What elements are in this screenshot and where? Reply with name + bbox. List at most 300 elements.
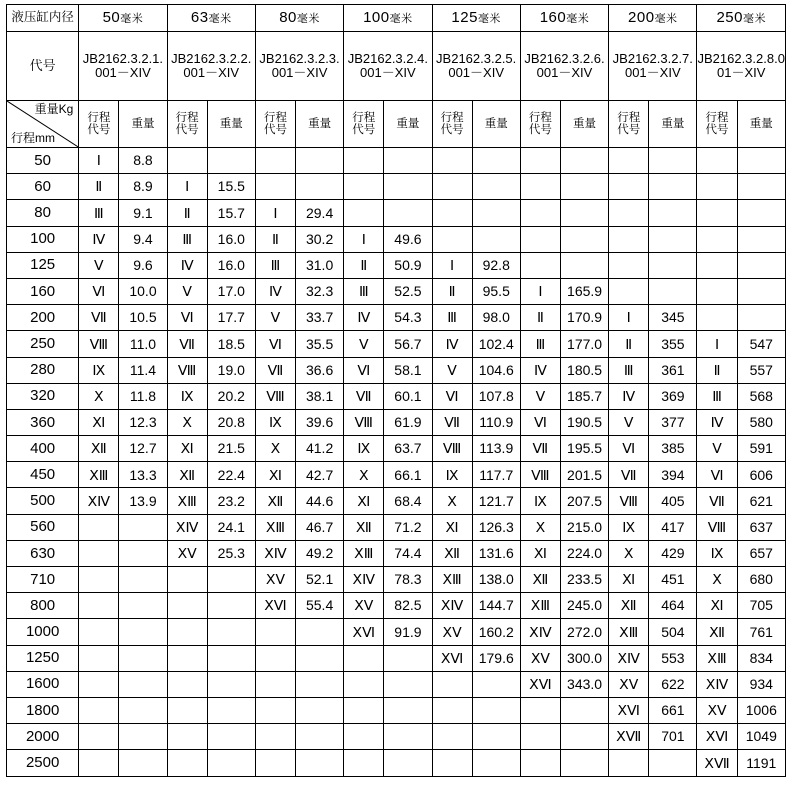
stroke-code-160	[520, 200, 560, 226]
bore-size: 80	[279, 9, 297, 27]
stroke-code-100: Ⅸ	[344, 436, 384, 462]
weight-80: 33.7	[296, 305, 344, 331]
weight-100: 82.5	[384, 593, 432, 619]
weight-63: 19.0	[207, 357, 255, 383]
weight-250: 761	[737, 619, 785, 645]
weight-100: 49.6	[384, 226, 432, 252]
stroke-code-63: ⅩⅣ	[167, 514, 207, 540]
weight-160	[560, 148, 608, 174]
weight-125	[472, 174, 520, 200]
weight-250: 606	[737, 462, 785, 488]
stroke-code-50: Ⅷ	[79, 331, 119, 357]
weight-63: 16.0	[207, 226, 255, 252]
stroke-value: 400	[7, 436, 79, 462]
stroke-code-63: ⅩⅢ	[167, 488, 207, 514]
stroke-code-100: Ⅺ	[344, 488, 384, 514]
stroke-code-125: Ⅴ	[432, 357, 472, 383]
stroke-code-200: ⅩⅥ	[609, 697, 649, 723]
stroke-value: 800	[7, 593, 79, 619]
bore-header-50	[79, 5, 167, 32]
stroke-code-125: ⅩⅥ	[432, 645, 472, 671]
stroke-code-100	[344, 174, 384, 200]
stroke-code-50: Ⅵ	[79, 278, 119, 304]
stroke-code-80: Ⅸ	[255, 409, 295, 435]
header-row-sub	[7, 101, 786, 148]
subheader-stroke-code-80: 行程 代号	[255, 101, 295, 148]
stroke-code-160: ⅩⅣ	[520, 619, 560, 645]
weight-250: 568	[737, 383, 785, 409]
weight-63	[207, 567, 255, 593]
stroke-code-50	[79, 593, 119, 619]
weight-100: 61.9	[384, 409, 432, 435]
stroke-code-80	[255, 697, 295, 723]
weight-63: 21.5	[207, 436, 255, 462]
weight-250: 637	[737, 514, 785, 540]
weight-80	[296, 750, 344, 776]
stroke-code-125: Ⅵ	[432, 383, 472, 409]
bore-size: 200	[628, 9, 655, 27]
weight-160: 180.5	[560, 357, 608, 383]
stroke-code-200	[609, 174, 649, 200]
table-row	[7, 697, 786, 723]
weight-80: 55.4	[296, 593, 344, 619]
stroke-code-250	[697, 226, 737, 252]
table-row	[7, 671, 786, 697]
stroke-code-50	[79, 619, 119, 645]
stroke-value: 500	[7, 488, 79, 514]
stroke-code-63: ⅩⅤ	[167, 540, 207, 566]
weight-50	[119, 567, 167, 593]
stroke-code-200	[609, 226, 649, 252]
table-row	[7, 409, 786, 435]
stroke-code-50	[79, 567, 119, 593]
stroke-code-250	[697, 200, 737, 226]
weight-50	[119, 619, 167, 645]
weight-125: 138.0	[472, 567, 520, 593]
weight-250: 1006	[737, 697, 785, 723]
stroke-code-50	[79, 645, 119, 671]
stroke-code-80: Ⅶ	[255, 357, 295, 383]
bore-size: 125	[451, 9, 478, 27]
table-row	[7, 383, 786, 409]
weight-125	[472, 697, 520, 723]
stroke-code-100	[344, 148, 384, 174]
stroke-code-63: Ⅴ	[167, 278, 207, 304]
weight-100: 56.7	[384, 331, 432, 357]
weight-200	[649, 200, 697, 226]
stroke-code-63	[167, 750, 207, 776]
stroke-code-160: Ⅷ	[520, 462, 560, 488]
weight-100: 91.9	[384, 619, 432, 645]
weight-100: 78.3	[384, 567, 432, 593]
weight-50: 10.5	[119, 305, 167, 331]
stroke-code-200: Ⅵ	[609, 436, 649, 462]
weight-80	[296, 619, 344, 645]
stroke-code-100: ⅩⅢ	[344, 540, 384, 566]
weight-50	[119, 593, 167, 619]
weight-160: 170.9	[560, 305, 608, 331]
subheader-stroke-code-100: 行程 代号	[344, 101, 384, 148]
stroke-code-80	[255, 148, 295, 174]
weight-250	[737, 305, 785, 331]
weight-63	[207, 724, 255, 750]
weight-100: 63.7	[384, 436, 432, 462]
weight-200: 701	[649, 724, 697, 750]
bore-size: 50	[102, 9, 121, 27]
stroke-code-100	[344, 724, 384, 750]
weight-100: 52.5	[384, 278, 432, 304]
code-cell-200: JB2162.3.2.7.001－XIV	[609, 32, 697, 101]
stroke-code-80	[255, 174, 295, 200]
bore-header-200	[609, 5, 697, 32]
stroke-code-50	[79, 724, 119, 750]
weight-100	[384, 697, 432, 723]
weight-250: 621	[737, 488, 785, 514]
subheader-stroke-code-160: 行程 代号	[520, 101, 560, 148]
weight-125	[472, 226, 520, 252]
weight-160: 165.9	[560, 278, 608, 304]
weight-200: 429	[649, 540, 697, 566]
stroke-code-200	[609, 200, 649, 226]
stroke-code-80: ⅩⅥ	[255, 593, 295, 619]
weight-80: 39.6	[296, 409, 344, 435]
stroke-code-50: Ⅲ	[79, 200, 119, 226]
stroke-code-80: Ⅴ	[255, 305, 295, 331]
weight-160	[560, 226, 608, 252]
bore-header-160	[520, 5, 608, 32]
stroke-code-200: Ⅷ	[609, 488, 649, 514]
stroke-code-80: Ⅺ	[255, 462, 295, 488]
weight-63	[207, 750, 255, 776]
stroke-code-125	[432, 750, 472, 776]
stroke-code-250: ⅩⅦ	[697, 750, 737, 776]
stroke-code-160	[520, 724, 560, 750]
weight-50: 12.3	[119, 409, 167, 435]
weight-80: 49.2	[296, 540, 344, 566]
stroke-code-160	[520, 750, 560, 776]
stroke-code-100: ⅩⅤ	[344, 593, 384, 619]
stroke-code-125: Ⅷ	[432, 436, 472, 462]
table-row	[7, 488, 786, 514]
stroke-code-100	[344, 750, 384, 776]
weight-100: 66.1	[384, 462, 432, 488]
weight-160: 300.0	[560, 645, 608, 671]
stroke-code-80: Ⅳ	[255, 278, 295, 304]
stroke-code-80	[255, 750, 295, 776]
bore-header-63	[167, 5, 255, 32]
table-row	[7, 724, 786, 750]
stroke-code-100: ⅩⅣ	[344, 567, 384, 593]
subheader-weight-63: 重量	[207, 101, 255, 148]
weight-100: 74.4	[384, 540, 432, 566]
table-row	[7, 226, 786, 252]
stroke-code-200: ⅩⅦ	[609, 724, 649, 750]
stroke-code-50: Ⅱ	[79, 174, 119, 200]
bore-size: 250	[716, 9, 743, 27]
stroke-code-63	[167, 724, 207, 750]
weight-160: 245.0	[560, 593, 608, 619]
weight-50: 13.3	[119, 462, 167, 488]
stroke-code-63	[167, 567, 207, 593]
stroke-code-250: Ⅴ	[697, 436, 737, 462]
table-row	[7, 645, 786, 671]
stroke-code-200	[609, 278, 649, 304]
stroke-code-100	[344, 645, 384, 671]
weight-100	[384, 174, 432, 200]
weight-80: 52.1	[296, 567, 344, 593]
stroke-code-80: Ⅰ	[255, 200, 295, 226]
weight-50: 11.8	[119, 383, 167, 409]
stroke-code-125: Ⅺ	[432, 514, 472, 540]
stroke-code-250	[697, 305, 737, 331]
weight-125	[472, 724, 520, 750]
weight-50: 10.0	[119, 278, 167, 304]
table-row	[7, 593, 786, 619]
weight-63	[207, 697, 255, 723]
stroke-code-160	[520, 148, 560, 174]
weight-125: 98.0	[472, 305, 520, 331]
stroke-code-50: ⅩⅣ	[79, 488, 119, 514]
weight-125	[472, 671, 520, 697]
stroke-code-160: Ⅸ	[520, 488, 560, 514]
weight-63	[207, 148, 255, 174]
stroke-code-160: Ⅱ	[520, 305, 560, 331]
weight-160: 224.0	[560, 540, 608, 566]
code-cell-100: JB2162.3.2.4.001－XIV	[344, 32, 432, 101]
stroke-code-50	[79, 671, 119, 697]
subheader-weight-125: 重量	[472, 101, 520, 148]
stroke-code-50	[79, 750, 119, 776]
stroke-value: 450	[7, 462, 79, 488]
bore-unit: 毫米	[208, 13, 232, 26]
weight-50: 13.9	[119, 488, 167, 514]
weight-125: 160.2	[472, 619, 520, 645]
stroke-code-63	[167, 645, 207, 671]
weight-125: 126.3	[472, 514, 520, 540]
weight-200	[649, 750, 697, 776]
stroke-code-100: Ⅳ	[344, 305, 384, 331]
stroke-code-125: Ⅻ	[432, 540, 472, 566]
table-row	[7, 540, 786, 566]
weight-100: 50.9	[384, 252, 432, 278]
table-row	[7, 305, 786, 331]
stroke-code-63: Ⅷ	[167, 357, 207, 383]
weight-125: 117.7	[472, 462, 520, 488]
table-row	[7, 619, 786, 645]
stroke-value: 1600	[7, 671, 79, 697]
weight-160: 207.5	[560, 488, 608, 514]
stroke-code-250: ⅩⅥ	[697, 724, 737, 750]
stroke-code-200: Ⅹ	[609, 540, 649, 566]
weight-200: 504	[649, 619, 697, 645]
stroke-code-80: Ⅹ	[255, 436, 295, 462]
weight-200: 451	[649, 567, 697, 593]
stroke-code-160: Ⅶ	[520, 436, 560, 462]
weight-250: 834	[737, 645, 785, 671]
weight-80: 46.7	[296, 514, 344, 540]
stroke-value: 630	[7, 540, 79, 566]
stroke-code-125: Ⅰ	[432, 252, 472, 278]
bore-header-100	[344, 5, 432, 32]
stroke-code-50: Ⅴ	[79, 252, 119, 278]
stroke-code-100: Ⅱ	[344, 252, 384, 278]
weight-100: 68.4	[384, 488, 432, 514]
weight-80: 38.1	[296, 383, 344, 409]
weight-160: 185.7	[560, 383, 608, 409]
stroke-code-200: ⅩⅢ	[609, 619, 649, 645]
bore-size: 100	[363, 9, 390, 27]
weight-80: 32.3	[296, 278, 344, 304]
bore-unit: 毫米	[477, 13, 501, 26]
stroke-code-250: Ⅵ	[697, 462, 737, 488]
weight-100: 71.2	[384, 514, 432, 540]
stroke-code-63: Ⅵ	[167, 305, 207, 331]
weight-160: 201.5	[560, 462, 608, 488]
stroke-code-250: Ⅶ	[697, 488, 737, 514]
table-row	[7, 462, 786, 488]
subheader-weight-50: 重量	[119, 101, 167, 148]
weight-200: 661	[649, 697, 697, 723]
stroke-code-125	[432, 226, 472, 252]
hydraulic-cylinder-weight-table	[6, 4, 786, 777]
stroke-code-200: Ⅺ	[609, 567, 649, 593]
weight-63	[207, 593, 255, 619]
bore-header-80	[255, 5, 343, 32]
subheader-weight-250: 重量	[737, 101, 785, 148]
weight-200: 377	[649, 409, 697, 435]
weight-50: 9.4	[119, 226, 167, 252]
stroke-code-80	[255, 645, 295, 671]
weight-100	[384, 671, 432, 697]
weight-80	[296, 148, 344, 174]
weight-63: 17.0	[207, 278, 255, 304]
stroke-code-100: Ⅻ	[344, 514, 384, 540]
table-header	[7, 5, 786, 148]
stroke-code-50: Ⅳ	[79, 226, 119, 252]
weight-80: 41.2	[296, 436, 344, 462]
weight-125: 113.9	[472, 436, 520, 462]
stroke-code-200	[609, 148, 649, 174]
weight-250: 580	[737, 409, 785, 435]
stroke-code-160	[520, 252, 560, 278]
stroke-code-160: Ⅹ	[520, 514, 560, 540]
weight-160	[560, 750, 608, 776]
stroke-code-80	[255, 724, 295, 750]
table-row	[7, 278, 786, 304]
stroke-code-50: Ⅹ	[79, 383, 119, 409]
stroke-code-125	[432, 724, 472, 750]
weight-80	[296, 645, 344, 671]
stroke-code-200: Ⅻ	[609, 593, 649, 619]
weight-250: 1049	[737, 724, 785, 750]
code-cell-80: JB2162.3.2.3.001－XIV	[255, 32, 343, 101]
stroke-code-160: Ⅲ	[520, 331, 560, 357]
bore-header-125	[432, 5, 520, 32]
weight-100	[384, 724, 432, 750]
stroke-code-50	[79, 697, 119, 723]
stroke-code-160	[520, 174, 560, 200]
weight-160: 195.5	[560, 436, 608, 462]
weight-125	[472, 750, 520, 776]
stroke-code-200: Ⅶ	[609, 462, 649, 488]
stroke-code-250: Ⅺ	[697, 593, 737, 619]
code-label: 代号	[7, 32, 79, 101]
header-row-bore	[7, 5, 786, 32]
code-cell-125: JB2162.3.2.5.001－XIV	[432, 32, 520, 101]
stroke-value: 250	[7, 331, 79, 357]
subheader-stroke-code-125: 行程 代号	[432, 101, 472, 148]
stroke-code-250: ⅩⅣ	[697, 671, 737, 697]
stroke-code-200: Ⅱ	[609, 331, 649, 357]
stroke-code-100	[344, 671, 384, 697]
weight-100	[384, 750, 432, 776]
weight-100: 54.3	[384, 305, 432, 331]
subheader-stroke-code-50: 行程 代号	[79, 101, 119, 148]
stroke-code-160: Ⅵ	[520, 409, 560, 435]
stroke-code-200: Ⅳ	[609, 383, 649, 409]
stroke-code-50: Ⅸ	[79, 357, 119, 383]
weight-250: 705	[737, 593, 785, 619]
bore-unit: 毫米	[120, 13, 144, 26]
weight-250	[737, 252, 785, 278]
weight-125: 102.4	[472, 331, 520, 357]
weight-50: 11.0	[119, 331, 167, 357]
stroke-value: 1000	[7, 619, 79, 645]
stroke-code-63: Ⅳ	[167, 252, 207, 278]
stroke-code-250	[697, 278, 737, 304]
table-row	[7, 174, 786, 200]
stroke-code-80: Ⅻ	[255, 488, 295, 514]
stroke-code-80: Ⅷ	[255, 383, 295, 409]
weight-250: 557	[737, 357, 785, 383]
stroke-code-63: Ⅰ	[167, 174, 207, 200]
bore-unit: 毫米	[742, 13, 766, 26]
weight-80	[296, 671, 344, 697]
weight-80	[296, 697, 344, 723]
stroke-code-63	[167, 697, 207, 723]
subheader-stroke-code-200: 行程 代号	[609, 101, 649, 148]
stroke-code-50: Ⅻ	[79, 436, 119, 462]
stroke-code-125: Ⅲ	[432, 305, 472, 331]
weight-63	[207, 619, 255, 645]
stroke-value: 100	[7, 226, 79, 252]
stroke-code-80	[255, 619, 295, 645]
stroke-code-160: Ⅰ	[520, 278, 560, 304]
weight-63: 18.5	[207, 331, 255, 357]
stroke-code-100	[344, 697, 384, 723]
weight-250: 934	[737, 671, 785, 697]
stroke-code-200: Ⅰ	[609, 305, 649, 331]
weight-160: 177.0	[560, 331, 608, 357]
stroke-code-80: ⅩⅣ	[255, 540, 295, 566]
weight-160	[560, 200, 608, 226]
weight-63: 24.1	[207, 514, 255, 540]
stroke-code-63	[167, 593, 207, 619]
stroke-code-100: Ⅰ	[344, 226, 384, 252]
stroke-code-125: Ⅳ	[432, 331, 472, 357]
bore-label: 液压缸内径	[7, 5, 79, 32]
stroke-code-50	[79, 514, 119, 540]
weight-160: 343.0	[560, 671, 608, 697]
stroke-code-250: Ⅳ	[697, 409, 737, 435]
weight-125: 131.6	[472, 540, 520, 566]
weight-63: 22.4	[207, 462, 255, 488]
stroke-code-63	[167, 619, 207, 645]
stroke-code-160: Ⅻ	[520, 567, 560, 593]
stroke-code-63: Ⅺ	[167, 436, 207, 462]
weight-160: 190.5	[560, 409, 608, 435]
stroke-value: 710	[7, 567, 79, 593]
